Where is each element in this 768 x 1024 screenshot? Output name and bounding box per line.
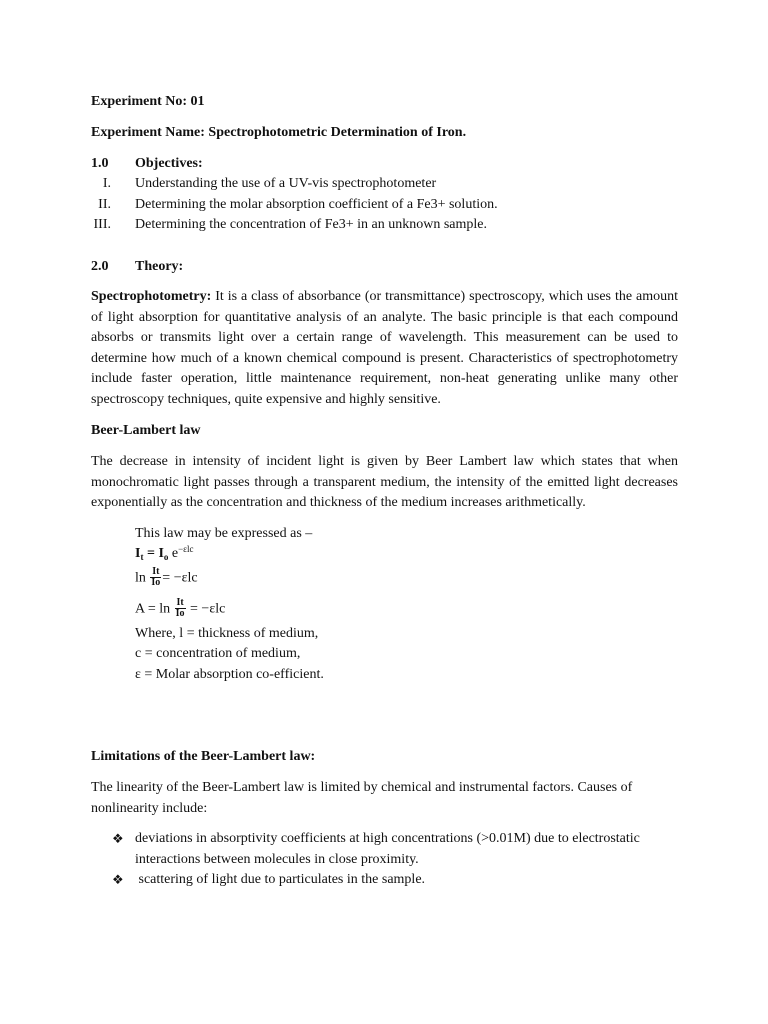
theory-heading: Theory: [135, 259, 184, 274]
theory-number: 2.0 [91, 259, 109, 274]
objective-text: Determining the concentration of Fe3+ in an unknown sample. [135, 217, 487, 232]
law-expression-intro: This law may be expressed as – [135, 526, 313, 541]
beer-lambert-paragraph: The decrease in intensity of incident light is given by Beer Lambert law which states that when monochromatic light passes through a transparent medium, the intensity of the emitted light decreases exponentially as the concentration and thickness of the medium increases arithmetically. [91, 454, 678, 510]
where-thickness: Where, l = thickness of medium, [135, 626, 319, 641]
objective-numeral: II. [98, 197, 111, 212]
where-concentration: c = concentration of medium, [135, 646, 301, 661]
objectives-heading: Objectives: [135, 156, 203, 171]
objective-text: Determining the molar absorption coefficient of a Fe3+ solution. [135, 197, 498, 212]
diamond-bullet-icon: ❖ [112, 872, 124, 887]
limitations-heading: Limitations of the Beer-Lambert law: [91, 749, 316, 764]
objective-numeral: III. [93, 217, 111, 232]
experiment-name: Experiment Name: Spectrophotometric Determination of Iron. [91, 125, 467, 140]
spectrophotometry-text: It is a class of absorbance (or transmittance) spectroscopy, which uses the amount of light absorption for quantitative analysis of an analyte. The basic principle is that each compound absorbs or transmits light over a certain range of wavelength. This measurement can be used to determine how much of a known chemical compound is present. Characteristics of spectrophotometry include faster operation, little maintenance requirement, non-heat generating unlike many other spectroscopy techniques, quite expensive and highly sensitive. [91, 289, 678, 407]
fraction: $\frac{It}{Io}$ [151, 566, 161, 588]
objective-text: Understanding the use of a UV-vis spectrophotometer [135, 176, 437, 191]
limitations-paragraph: The linearity of the Beer-Lambert law is limited by chemical and instrumental factors. Causes of nonlinearity include: [91, 780, 633, 816]
where-molar-coefficient: ε = Molar absorption co-efficient. [135, 667, 324, 682]
bullet-text: deviations in absorptivity coefficients at high concentrations (>0.01M) due to electrostatic interactions between molecules in close proximity. [135, 831, 640, 867]
experiment-number: Experiment No: 01 [91, 94, 205, 109]
list-item [0, 829, 768, 871]
bullet-text: scattering of light due to particulates in the sample. [135, 872, 426, 887]
spectrophotometry-term: Spectrophotometry: [91, 289, 212, 304]
beer-lambert-heading: Beer-Lambert law [91, 423, 201, 438]
objective-item [0, 174, 768, 194]
objective-numeral: I. [102, 176, 111, 191]
diamond-bullet-icon: ❖ [112, 831, 124, 846]
objectives-number: 1.0 [91, 156, 109, 171]
objective-item [0, 195, 768, 215]
list-item [0, 870, 768, 891]
equation-absorbance: A = ln $\frac{It}{Io}$ = −εlc [135, 597, 226, 619]
fraction: $\frac{It}{Io}$ [175, 597, 185, 619]
equation-log-ratio: ln $\frac{It}{Io}$ = −εlc [135, 566, 198, 588]
spectrophotometry-paragraph [91, 287, 678, 410]
equation-intensity: $I_t = I_o$ $e^{-\varepsilon lc}$ [135, 544, 194, 562]
objective-item [0, 215, 768, 235]
